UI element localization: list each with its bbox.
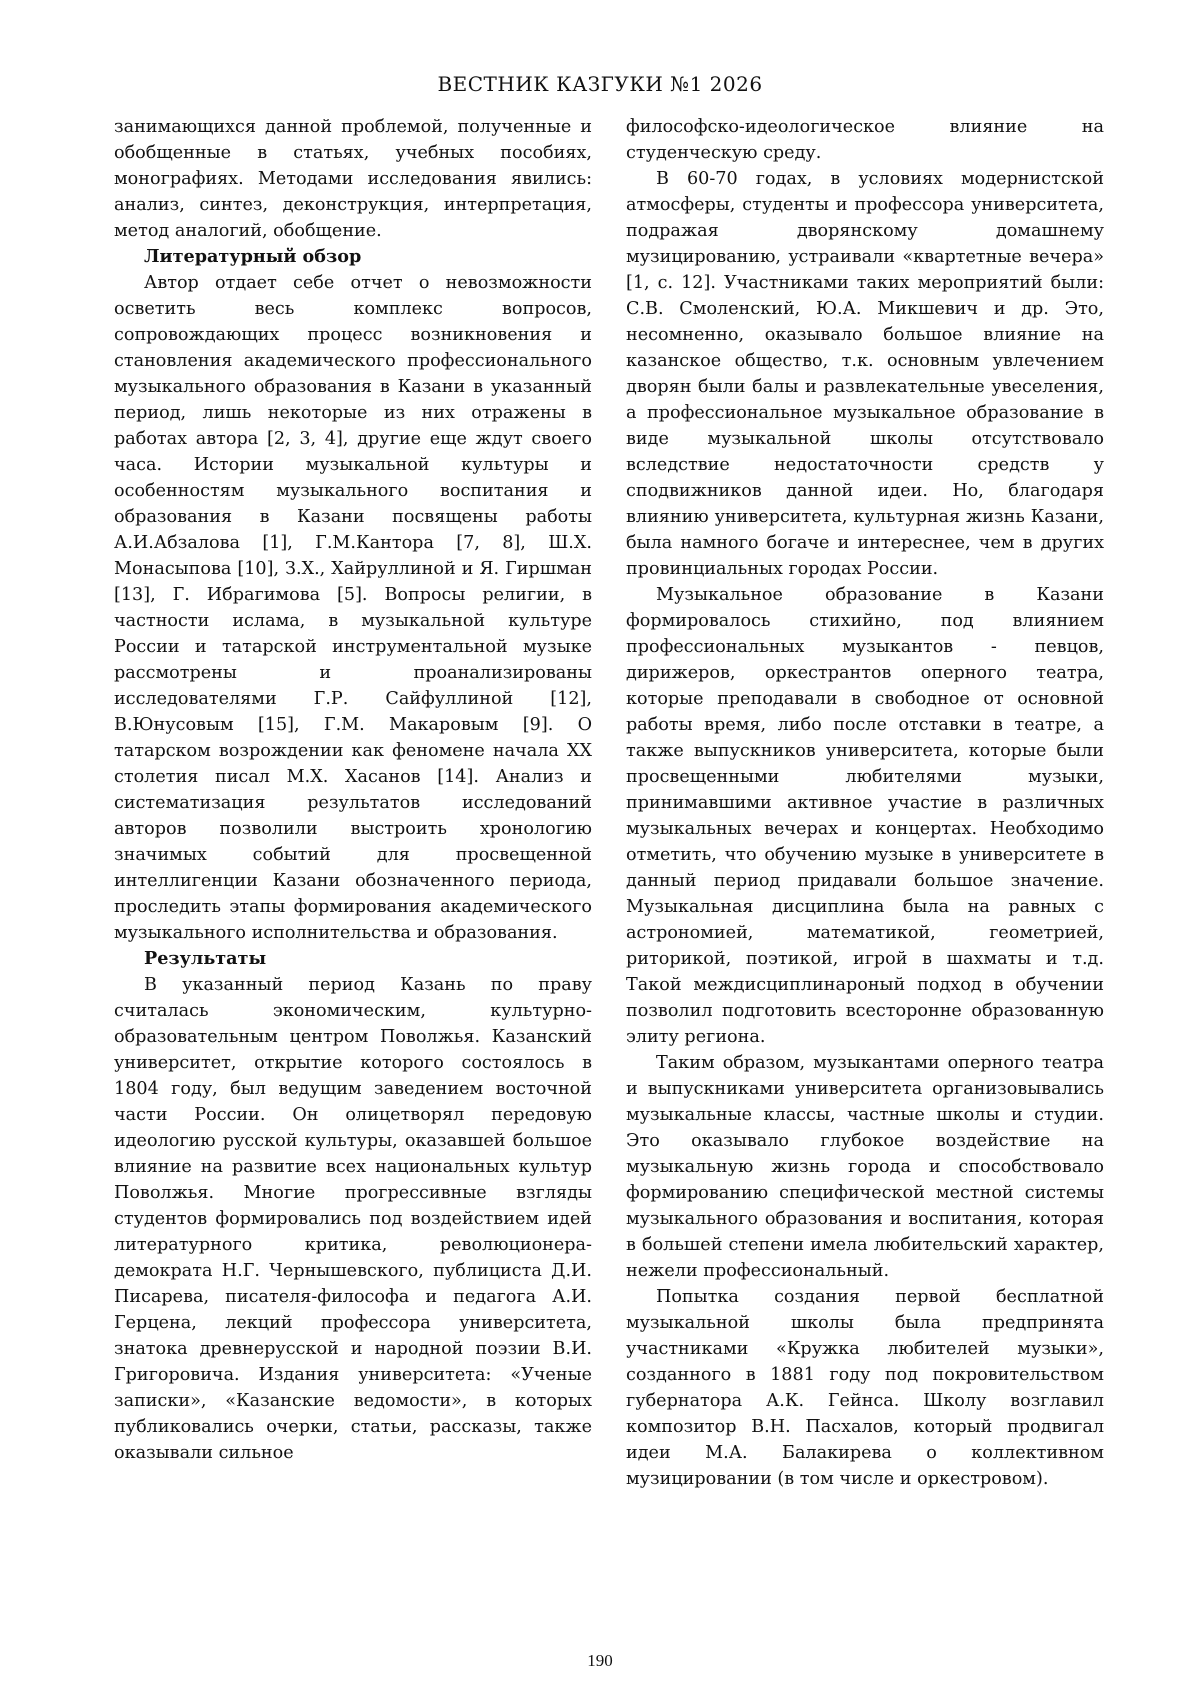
right-column — [626, 114, 1104, 1492]
paragraph: В 60-70 годах, в условиях модернистской атмосферы, студенты и профессора университета, подражая дворянскому домашнему музицированию, устраивали «квартетные вечера» [1, с. 12]. Участниками таких мероприятий были: С.В. Смоленский, Ю.А. Микшевич и др. Это, несомненно, оказывало большое влияние на казанское общество, т.к. основным увлечением дворян были балы и развлекательные увеселения, а профессиональное музыкальное образование в виде музыкальной школы отсутствовало вследствие недостаточности средств у сподвижников данной идеи. Но, благодаря влиянию университета, культурная жизнь Казани, была намного богаче и интереснее, чем в других провинциальных городах России. — [626, 169, 1104, 579]
section-heading-results: Результаты — [144, 948, 267, 969]
paragraph-continued: философско-идеологическое влияние на студенческую среду. — [626, 117, 1104, 163]
paragraph-continued: занимающихся данной проблемой, полученные и обобщенные в статьях, учебных пособиях, монографиях. Методами исследования явились: анализ, синтез, деконструкция, интерпретация, метод аналогий, обобщение. — [114, 117, 592, 241]
page-number: 190 — [587, 1651, 613, 1670]
section-heading-literature-review: Литературный обзор — [144, 246, 362, 267]
paragraph-results: В указанный период Казань по праву считалась экономическим, культурно-образовательным центром Поволжья. Казанский университет, открытие которого состоялось в 1804 году, был ведущим заведением восточной части России. Он олицетворял передовую идеологию русской культуры, оказавшей большое влияние на развитие всех национальных культур Поволжья. Многие прогрессивные взгляды студентов формировались под воздействием идей литературного критика, революционера-демократа Н.Г. Чернышевского, публициста Д.И. Писарева, писателя-философа и педагога А.И. Герцена, лекций профессора университета, знатока древнерусской и народной поэзии В.И. Григоровича. Издания университета: «Ученые записки», «Казанские ведомости», в которых публиковались очерки, статьи, рассказы, также оказывали сильное — [114, 975, 592, 1463]
journal-header: ВЕСТНИК КАЗГУКИ №1 2026 — [437, 72, 763, 96]
paragraph-literature-review: Автор отдает себе отчет о невозможности осветить весь комплекс вопросов, сопровождающих процесс возникновения и становления академического профессионального музыкального образования в Казани в указанный период, лишь некоторые из них отражены в работах автора [2, 3, 4], другие еще ждут своего часа. Истории музыкальной культуры и особенностям музыкального воспитания и образования в Казани посвящены работы А.И.Абзалова [1], Г.М.Кантора [7, 8], Ш.Х. Монасыпова [10], З.Х., Хайруллиной и Я. Гиршман [13], Г. Ибрагимова [5]. Вопросы религии, в частности ислама, в музыкальной культуре России и татарской инструментальной музыке рассмотрены и проанализированы исследователями Г.Р. Сайфуллиной [12], В.Юнусовым [15], Г.М. Макаровым [9]. О татарском возрождении как феномене начала XX столетия писал М.Х. Хасанов [14]. Анализ и систематизация результатов исследований авторов позволили выстроить хронологию значимых событий для просвещенной интеллигенции Казани обозначенного периода, проследить этапы формирования академического музыкального исполнительства и образования. — [114, 273, 592, 943]
left-column — [114, 114, 592, 1466]
paragraph: Попытка создания первой бесплатной музыкальной школы была предпринята участниками «Кружка любителей музыки», созданного в 1881 году под покровительством губернатора А.К. Гейнса. Школу возглавил композитор В.Н. Пасхалов, который продвигал идеи М.А. Балакирева о коллективном музицировании (в том числе и оркестровом). — [626, 1287, 1104, 1489]
paragraph: Музыкальное образование в Казани формировалось стихийно, под влиянием профессиональных музыкантов - певцов, дирижеров, оркестрантов оперного театра, которые преподавали в свободное от основной работы время, либо после отставки в театре, а также выпускников университета, которые были просвещенными любителями музыки, принимавшими активное участие в различных музыкальных вечерах и концертах. Необходимо отметить, что обучению музыке в университете в данный период придавали большое значение. Музыкальная дисциплина была на равных с астрономией, математикой, геометрией, риторикой, поэтикой, игрой в шахматы и т.д. Такой междисциплинароный подход в обучении позволил подготовить всесторонне образованную элиту региона. — [626, 585, 1104, 1047]
paragraph: Таким образом, музыкантами оперного театра и выпускниками университета организовывались музыкальные классы, частные школы и студии. Это оказывало глубокое воздействие на музыкальную жизнь города и способствовало формированию специфической местной системы музыкального образования и воспитания, которая в большей степени имела любительский характер, нежели профессиональный. — [626, 1053, 1104, 1281]
